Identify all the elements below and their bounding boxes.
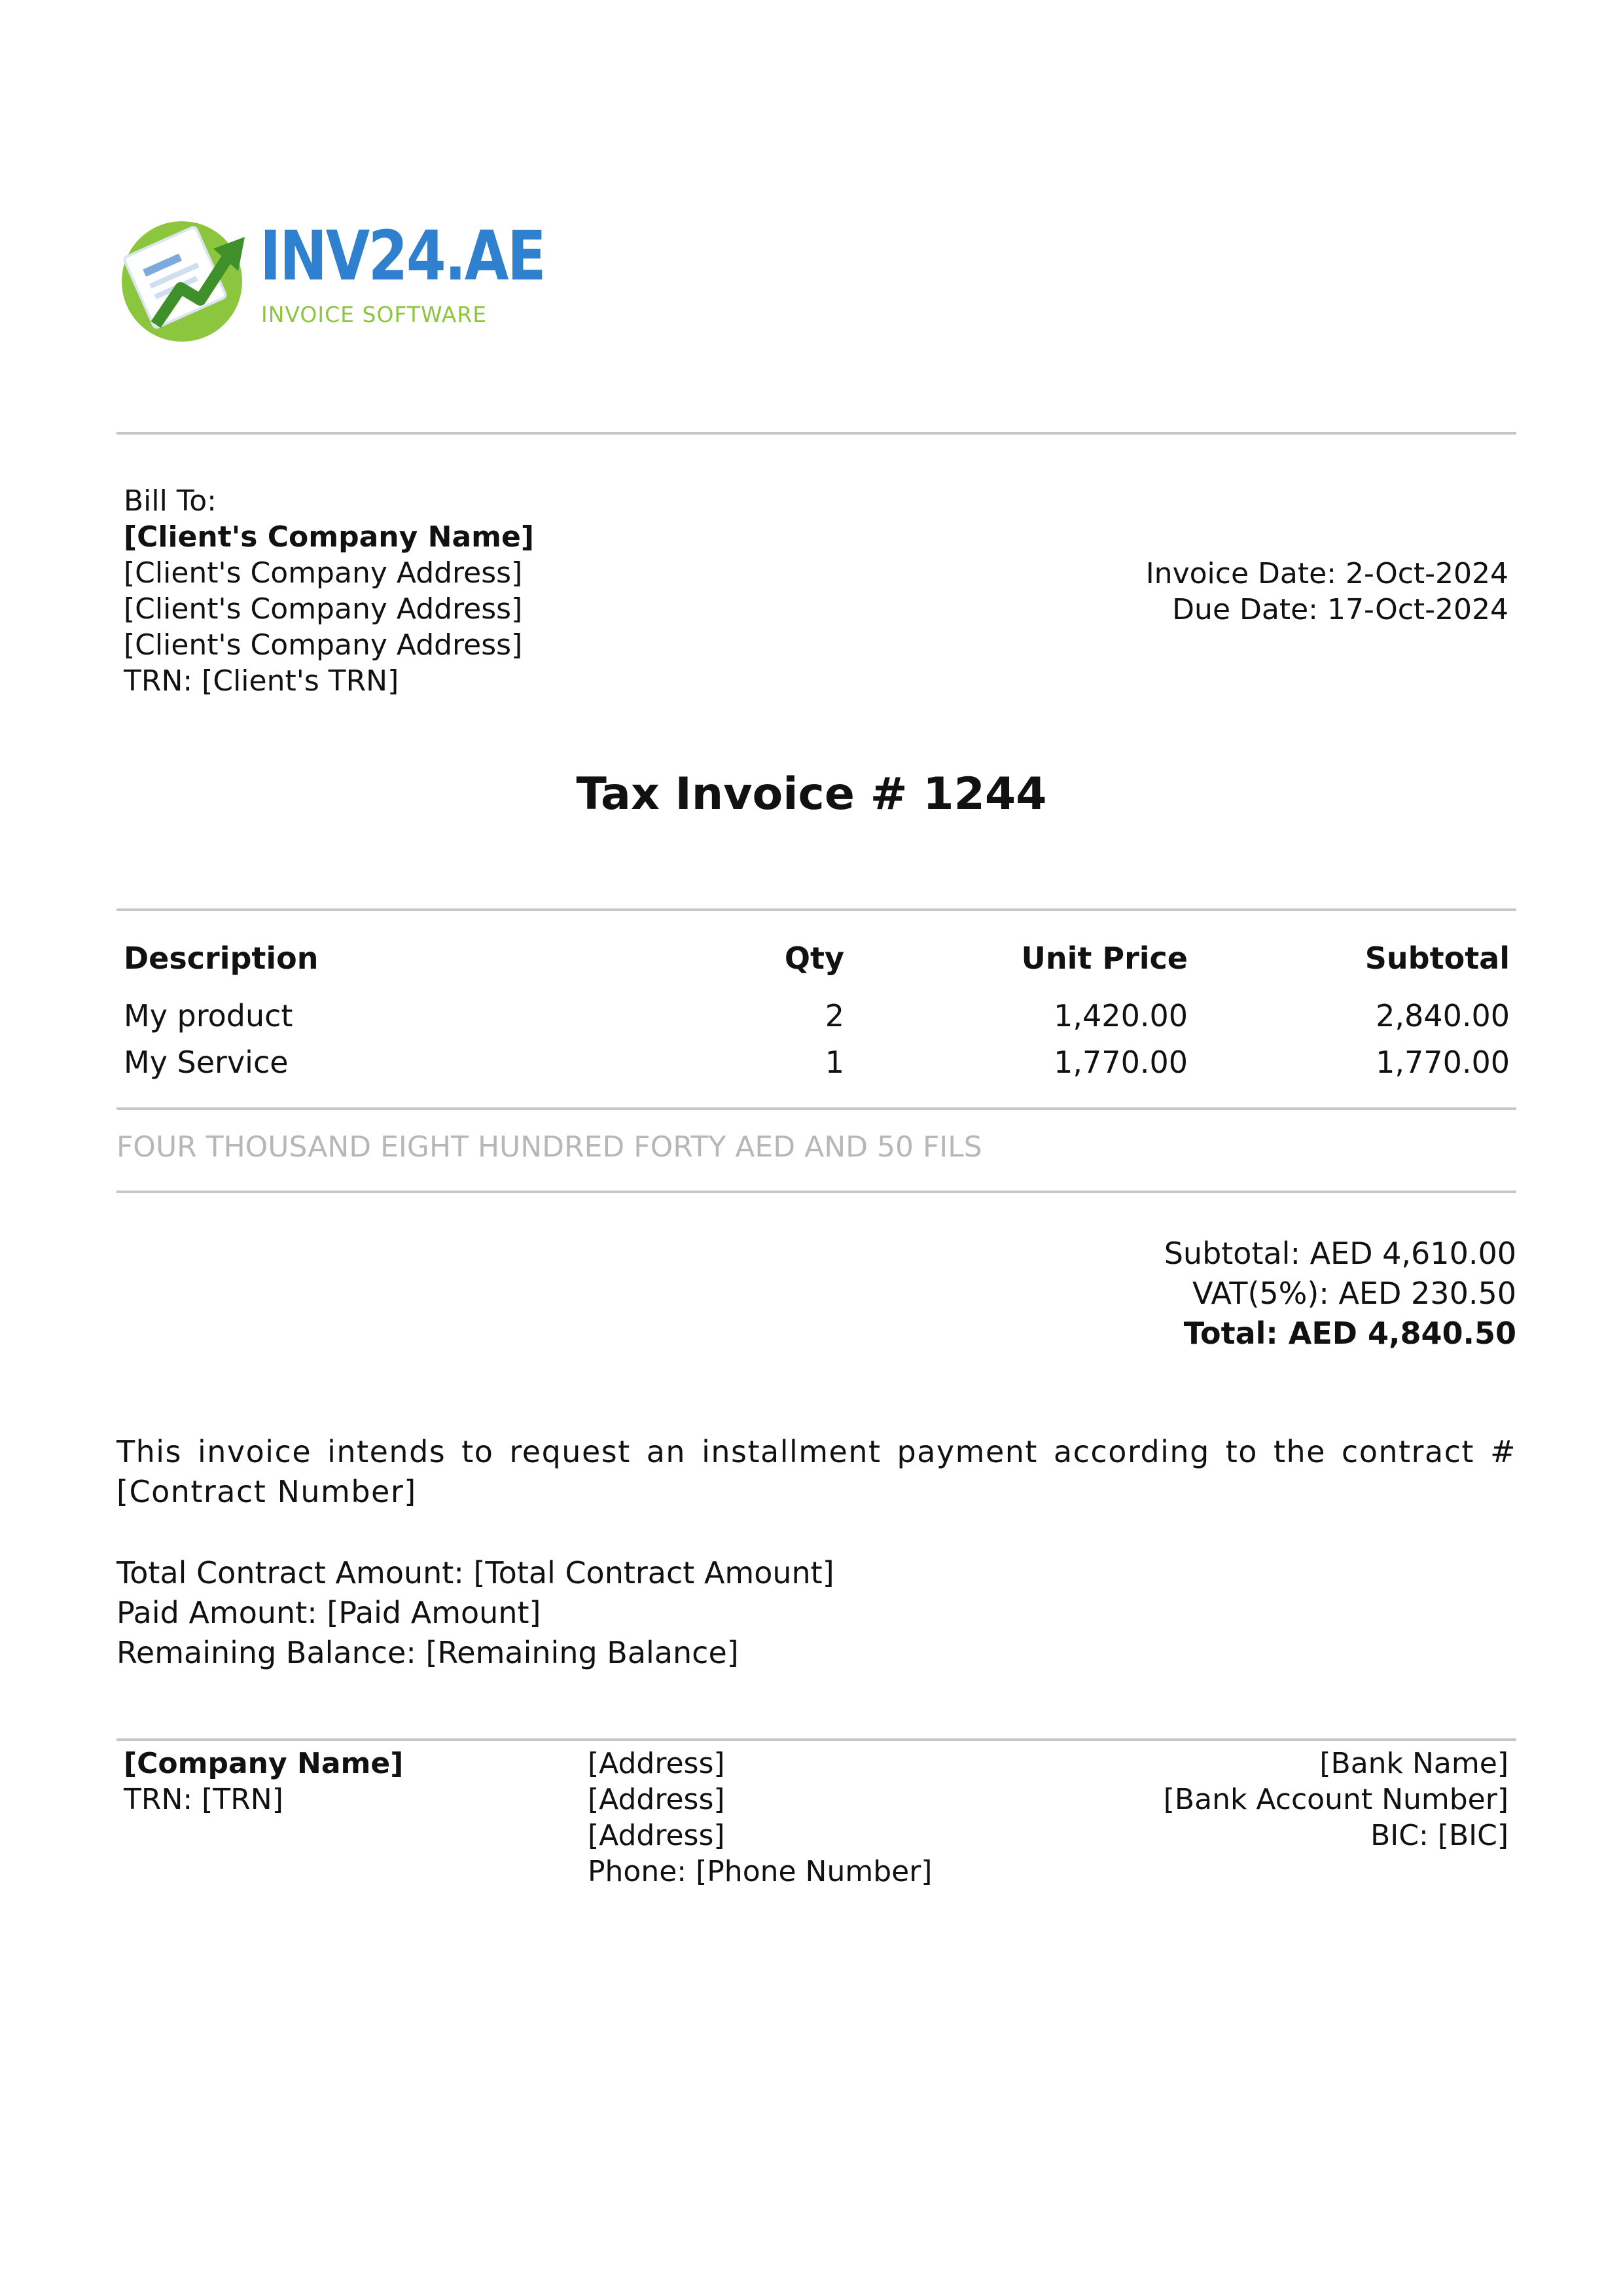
item-subtotal: 2,840.00 [1376,998,1510,1033]
item-unit-price: 1,770.00 [1054,1045,1188,1080]
invoice-dates [1146,556,1508,628]
table-row [0,1044,1623,1083]
header-qty: Qty [784,941,844,976]
item-subtotal: 1,770.00 [1376,1045,1510,1080]
header-divider [116,432,1516,435]
table-bottom-divider [116,1107,1516,1110]
contract-summary [116,1553,834,1673]
footer-company-name: [Company Name] [124,1747,404,1780]
remaining-balance: Remaining Balance: [Remaining Balance] [116,1635,739,1670]
due-date: Due Date: 17-Oct-2024 [1172,593,1508,626]
footer-bank-account: [Bank Account Number] [1163,1783,1508,1816]
total-contract-amount: Total Contract Amount: [Total Contract Amount] [116,1555,834,1590]
client-trn: TRN: [Client's TRN] [124,664,399,698]
table-row [0,997,1623,1037]
footer-bank [1164,1746,1508,1854]
item-description: My Service [124,1045,289,1080]
client-company-name: [Client's Company Name] [124,520,534,554]
totals-total: Total: AED 4,840.50 [1183,1316,1516,1351]
logo-emblem-icon [116,208,257,346]
footer-bic: BIC: [BIC] [1370,1819,1508,1852]
header-unit-price: Unit Price [1021,941,1188,976]
footer-divider [116,1738,1516,1741]
amount-in-words: FOUR THOUSAND EIGHT HUNDRED FORTY AED AND 50 FILS [116,1130,982,1164]
invoice-date: Invoice Date: 2-Oct-2024 [1145,557,1508,590]
table-top-divider [116,908,1516,911]
header-subtotal: Subtotal [1364,941,1510,976]
footer-bank-name: [Bank Name] [1319,1747,1508,1780]
footer-company [124,1746,403,1818]
installment-note: This invoice intends to request an installment payment according to the contract # [Contract Number] [116,1434,1516,1509]
invoice-title: Tax Invoice # 1244 [576,768,1047,820]
client-address-line: [Client's Company Address] [124,556,523,590]
client-address-line: [Client's Company Address] [124,592,523,626]
footer-address-line: [Address] [588,1783,725,1816]
totals-vat: VAT(5%): AED 230.50 [1192,1276,1516,1311]
totals-block [1164,1234,1516,1354]
footer-address-line: [Address] [588,1747,725,1780]
company-logo [116,208,545,346]
item-description: My product [124,998,293,1033]
bill-to-block [124,483,534,699]
client-address-line: [Client's Company Address] [124,628,523,662]
footer-trn: TRN: [TRN] [124,1783,283,1816]
paid-amount: Paid Amount: [Paid Amount] [116,1595,541,1630]
totals-subtotal: Subtotal: AED 4,610.00 [1164,1236,1516,1271]
header-description: Description [124,941,319,976]
item-qty: 1 [825,1045,844,1080]
footer-address-line: [Address] [588,1819,725,1852]
bill-to-label: Bill To: [124,484,217,518]
words-divider [116,1191,1516,1193]
footer-address [588,1746,932,1890]
logo-tagline: INVOICE SOFTWARE [261,302,488,327]
logo-brand-name: INV24.AE [260,216,545,296]
footer-phone: Phone: [Phone Number] [588,1855,933,1888]
item-qty: 2 [825,998,844,1033]
item-unit-price: 1,420.00 [1054,998,1188,1033]
